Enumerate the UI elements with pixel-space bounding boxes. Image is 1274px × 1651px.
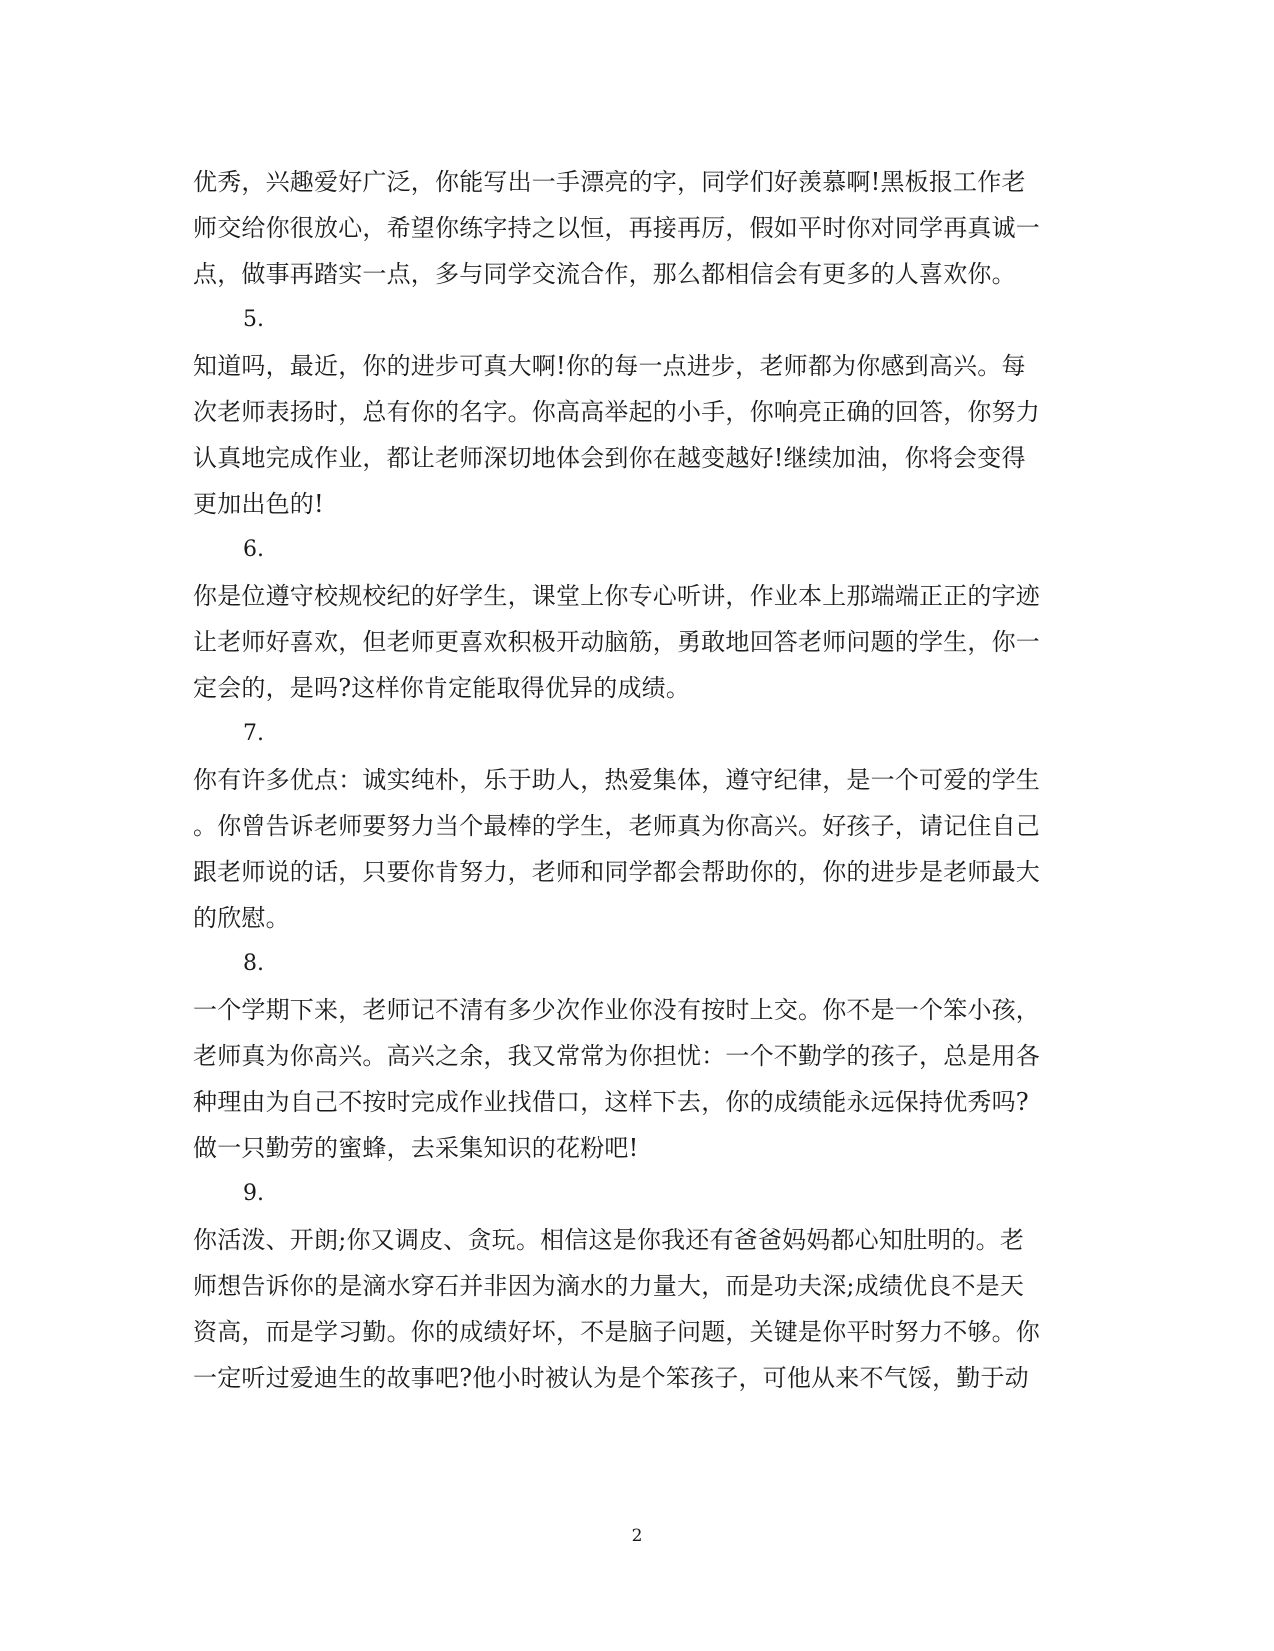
text-line: 你是位遵守校规校纪的好学生，课堂上你专心听讲，作业本上那端端正正的字迹 [193,582,1040,610]
item-number: 7. [243,721,264,746]
text-line: 老师真为你高兴。高兴之余，我又常常为你担忧：一个不勤学的孩子，总是用各 [193,1042,1040,1070]
item-number: 8. [243,951,264,976]
text-line: 更加出色的! [193,490,324,518]
text-line: 认真地完成作业，都让老师深切地体会到你在越变越好!继续加油，你将会变得 [193,444,1026,472]
text-line: 次老师表扬时，总有你的名字。你高高举起的小手，你响亮正确的回答，你努力 [193,398,1040,426]
text-line: 你活泼、开朗;你又调皮、贪玩。相信这是你我还有爸爸妈妈都心知肚明的。老 [193,1226,1025,1254]
text-line: 种理由为自己不按时完成作业找借口，这样下去，你的成绩能永远保持优秀吗? [193,1088,1029,1116]
text-line: 师想告诉你的是滴水穿石并非因为滴水的力量大，而是功夫深;成绩优良不是天 [193,1272,1025,1300]
text-line: 优秀，兴趣爱好广泛，你能写出一手漂亮的字，同学们好羡慕啊!黑板报工作老 [193,168,1026,196]
page-number: 2 [631,1526,643,1546]
text-line: 跟老师说的话，只要你肯努力，老师和同学都会帮助你的，你的进步是老师最大 [193,858,1040,886]
text-line: 师交给你很放心，希望你练字持之以恒，再接再厉，假如平时你对同学再真诚一 [193,214,1040,242]
text-line: 一定听过爱迪生的故事吧?他小时被认为是个笨孩子，可他从来不气馁，勤于动 [193,1364,1029,1392]
text-line: 一个学期下来，老师记不清有多少次作业你没有按时上交。你不是一个笨小孩， [193,996,1040,1024]
item-number: 6. [243,537,264,562]
text-line: 你有许多优点：诚实纯朴，乐于助人，热爱集体，遵守纪律，是一个可爱的学生 [193,766,1040,794]
text-line: 资高，而是学习勤。你的成绩好坏，不是脑子问题，关键是你平时努力不够。你 [193,1318,1040,1346]
text-line: 让老师好喜欢，但老师更喜欢积极开动脑筋，勇敢地回答老师问题的学生，你一 [193,628,1040,656]
text-line: 定会的，是吗?这样你肯定能取得优异的成绩。 [193,674,691,702]
item-number: 9. [243,1181,264,1206]
text-line: 。你曾告诉老师要努力当个最棒的学生，老师真为你高兴。好孩子，请记住自己 [193,812,1040,840]
text-line: 的欣慰。 [193,904,290,932]
text-line: 知道吗，最近，你的进步可真大啊!你的每一点进步，老师都为你感到高兴。每 [193,352,1026,380]
text-line: 点，做事再踏实一点，多与同学交流合作，那么都相信会有更多的人喜欢你。 [193,260,1016,288]
text-line: 做一只勤劳的蜜蜂，去采集知识的花粉吧! [193,1134,639,1162]
item-number: 5. [243,307,264,332]
